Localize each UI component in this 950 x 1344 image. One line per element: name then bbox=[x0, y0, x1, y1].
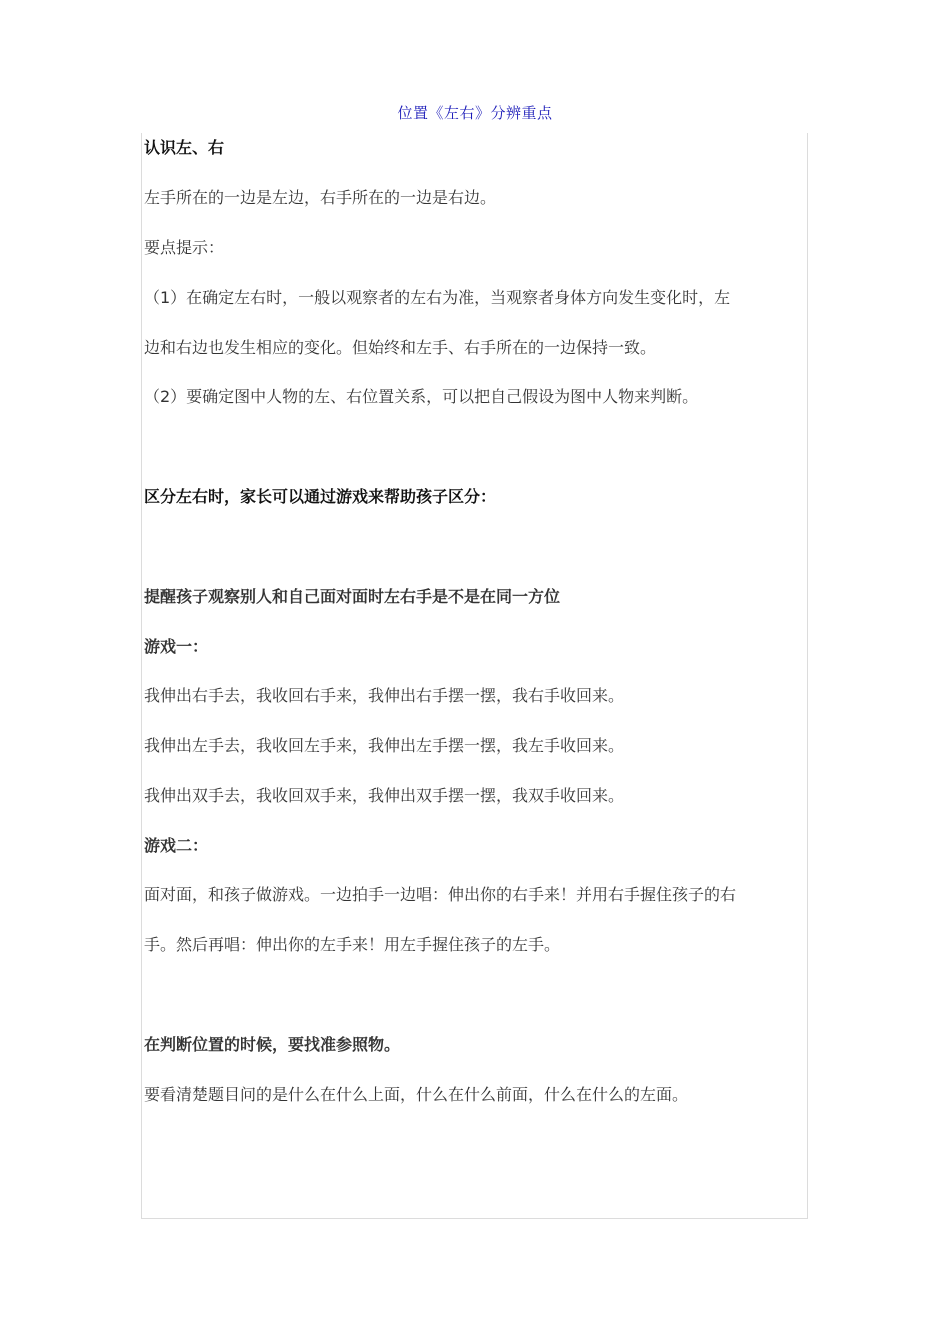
paragraph-tip-2: （2）要确定图中人物的左、右位置关系，可以把自己假设为图中人物来判断。 bbox=[144, 387, 699, 406]
paragraph-tip-1-line-1: （1）在确定左右时，一般以观察者的左右为准，当观察者身体方向发生变化时，左 bbox=[144, 288, 731, 307]
game-2-heading: 游戏二： bbox=[144, 836, 209, 855]
game-1-line-3: 我伸出双手去，我收回双手来，我伸出双手摆一摆，我双手收回来。 bbox=[144, 786, 625, 805]
game-2-line-2: 手。然后再唱：伸出你的左手来！用左手握住孩子的左手。 bbox=[144, 935, 561, 954]
paragraph-tip-1-line-2: 边和右边也发生相应的变化。但始终和左手、右手所在的一边保持一致。 bbox=[144, 338, 657, 357]
game-1-heading: 游戏一： bbox=[144, 637, 209, 656]
section-heading-reference: 在判断位置的时候，要找准参照物。 bbox=[144, 1035, 401, 1054]
document-title: 位置《左右》分辨重点 bbox=[397, 104, 553, 122]
section-heading-reminder: 提醒孩子观察别人和自己面对面时左右手是不是在同一方位 bbox=[144, 587, 561, 606]
section-heading-games-intro: 区分左右时，家长可以通过游戏来帮助孩子区分： bbox=[144, 487, 497, 506]
game-1-line-1: 我伸出右手去，我收回右手来，我伸出右手摆一摆，我右手收回来。 bbox=[144, 686, 625, 705]
paragraph-tips-label: 要点提示： bbox=[144, 238, 225, 257]
paragraph-definition: 左手所在的一边是左边，右手所在的一边是右边。 bbox=[144, 188, 497, 207]
section-heading-recognize: 认识左、右 bbox=[144, 138, 225, 157]
paragraph-reference: 要看清楚题目问的是什么在什么上面，什么在什么前面，什么在什么的左面。 bbox=[144, 1085, 689, 1104]
game-2-line-1: 面对面，和孩子做游戏。一边拍手一边唱：伸出你的右手来！并用右手握住孩子的右 bbox=[144, 885, 737, 904]
game-1-line-2: 我伸出左手去，我收回左手来，我伸出左手摆一摆，我左手收回来。 bbox=[144, 736, 625, 755]
